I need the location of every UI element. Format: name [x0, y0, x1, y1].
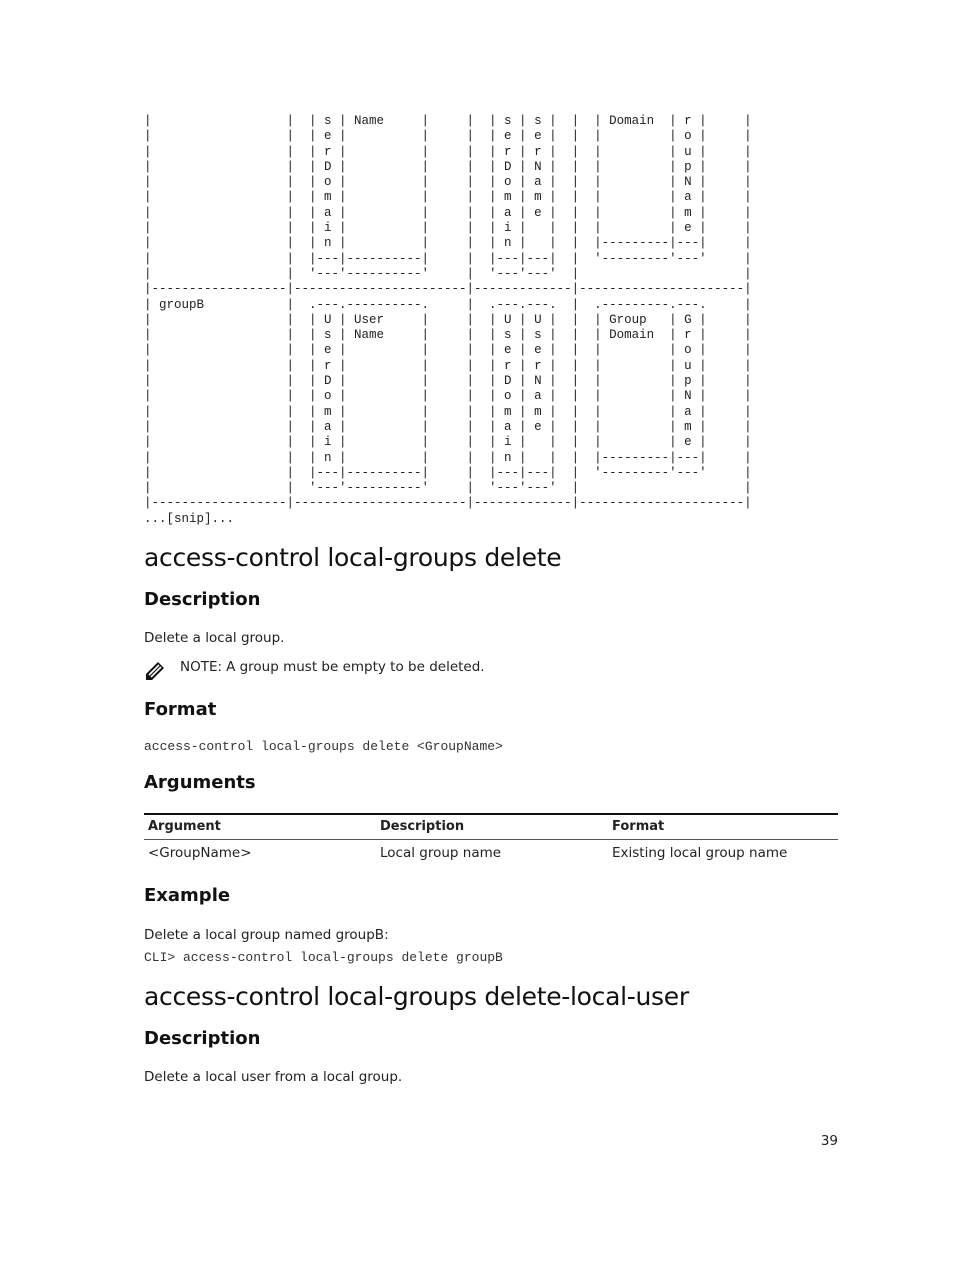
example-text: Delete a local group named groupB: [144, 927, 389, 943]
note-block [144, 658, 485, 682]
format-code: access-control local-groups delete <GroupName> [144, 739, 503, 754]
arguments-heading: Arguments [144, 772, 256, 793]
table-cell-format: Existing local group name [612, 845, 788, 861]
cli-output-table: | | | s | Name | | | s | s | | | Domain | r | | | | | e | | | | e | e | | | | o | | | | | r | | | | r | r | | | | u | | | | | D | | | | D | N | | | | p | | | | | o | | | | o | a | | | | N | | | | | m | | | | m | m | | | | a | | | | | a | | | | a | e | | | | m | | | | | i | | | | i | | | | | e | | | | | n | | | | n | | | |---------|---| | | | |---|----------| | |---|---| | '---------'---' | | | '---'----------' | '---'---' | | |------------------|-----------------------|-------------|----------------------| | groupB | .---.----------. | .---.---. | .---------.---. | | | | U | User | | | U | U | | | Group | G | | | | | s | Name | | | s | s | | | Domain | r | | | | | e | | | | e | e | | | | o | | | | | r | | | | r | r | | | | u | | | | | D | | | | D | N | | | | p | | | | | o | | | | o | a | | | | N | | | | | m | | | | m | m | | | | a | | | | | a | | | | a | e | | | | m | | | | | i | | | | i | | | | | e | | | | | n | | | | n | | | |---------|---| | | | |---|----------| | |---|---| | '---------'---' | | | '---'----------' | '---'---' | | |------------------|-----------------------|-------------|----------------------| ...[snip]... [144, 114, 752, 526]
section-title-delete-local-user: access-control local-groups delete-local-user [144, 982, 689, 1011]
table-header-argument: Argument [144, 814, 376, 840]
description-heading-2: Description [144, 1028, 261, 1049]
table-header-format: Format [608, 814, 838, 840]
example-code: CLI> access-control local-groups delete groupB [144, 950, 503, 965]
example-heading: Example [144, 885, 231, 906]
arguments-table [144, 813, 838, 867]
table-header-description: Description [376, 814, 608, 840]
page-number: 39 [820, 1133, 838, 1149]
section-title-delete: access-control local-groups delete [144, 543, 562, 572]
table-cell-description: Local group name [380, 845, 502, 861]
note-label: NOTE: [180, 659, 223, 675]
description-heading: Description [144, 589, 261, 610]
pencil-note-icon [144, 660, 166, 682]
description-text: Delete a local group. [144, 630, 285, 646]
note-content [180, 658, 485, 676]
table-header-row [144, 814, 838, 840]
description-text-2: Delete a local user from a local group. [144, 1069, 403, 1085]
table-row [144, 840, 838, 868]
table-cell-argument: <GroupName> [148, 845, 252, 861]
format-heading: Format [144, 699, 217, 720]
note-text: A group must be empty to be deleted. [226, 659, 485, 675]
